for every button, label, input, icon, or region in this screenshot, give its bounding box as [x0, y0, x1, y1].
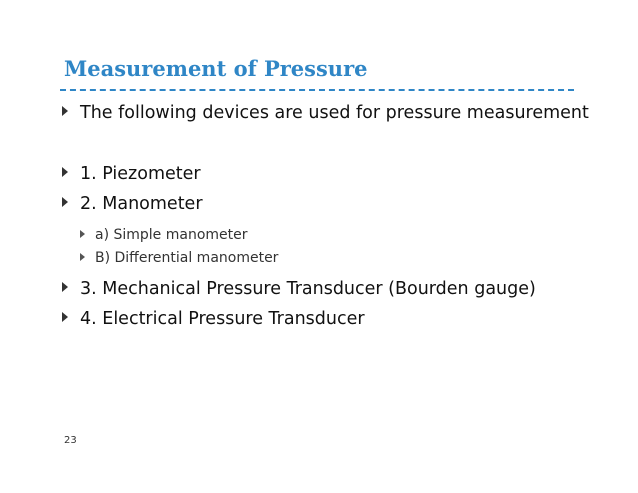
bullet-mechanical-transducer — [62, 279, 536, 299]
triangle-right-icon — [62, 282, 68, 292]
bullet-intro — [62, 103, 589, 123]
sub-bullet-simple-manometer — [80, 227, 248, 243]
bullet-piezometer-text: 1. Piezometer — [80, 164, 201, 184]
sub-bullet-differential-text: B) Differential manometer — [95, 250, 279, 266]
triangle-right-icon — [62, 312, 68, 322]
bullet-electrical-text: 4. Electrical Pressure Transducer — [80, 309, 365, 329]
bullet-electrical-transducer — [62, 309, 365, 329]
triangle-right-icon — [62, 167, 68, 177]
bullet-mechanical-text: 3. Mechanical Pressure Transducer (Bourden gauge) — [80, 279, 536, 299]
triangle-right-icon — [80, 230, 85, 238]
page-number: 23 — [64, 435, 77, 446]
bullet-manometer — [62, 194, 203, 214]
sub-bullet-simple-text: a) Simple manometer — [95, 227, 248, 243]
title-divider — [60, 89, 574, 91]
bullet-piezometer — [62, 164, 201, 184]
triangle-right-icon — [62, 106, 68, 116]
triangle-right-icon — [80, 253, 85, 261]
sub-bullet-differential-manometer — [80, 250, 278, 266]
triangle-right-icon — [62, 197, 68, 207]
bullet-manometer-text: 2. Manometer — [80, 194, 203, 214]
bullet-intro-text: The following devices are used for pressure measurement — [80, 103, 589, 123]
slide-title: Measurement of Pressure — [64, 56, 368, 81]
